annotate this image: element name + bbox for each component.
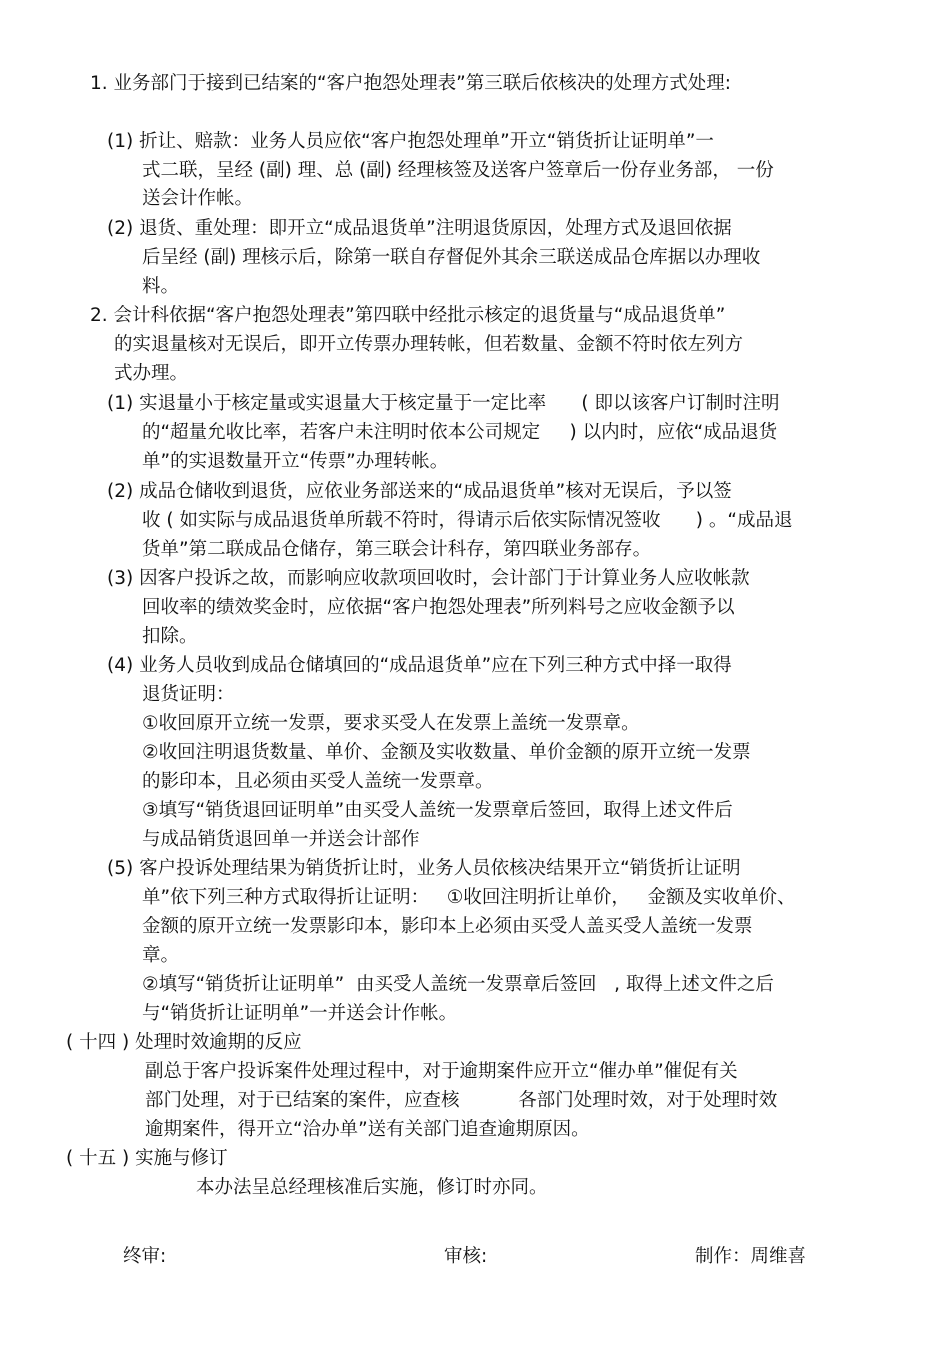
item-1-1-line: 式二联，呈经 (副) 理、总 (副) 经理核签及送客户签章后一份存业务部， 一份: [142, 160, 774, 181]
item-2-5-line: 金额的原开立统一发票影印本，影印本上必须由买受人盖买受人盖统一发票: [142, 916, 753, 937]
item-2-4-option: 与成品销货退回单一并送会计部作: [142, 829, 420, 850]
item-2-line: 的实退量核对无误后，即开立传票办理转帐，但若数量、金额不符时依左列方: [114, 334, 744, 355]
item-2-3-line: (3) 因客户投诉之故，而影响应收款项回收时，会计部门于计算业务人应收帐款: [107, 568, 750, 589]
section-14-line: 部门处理，对于已结案的案件，应查核 各部门处理时效，对于处理时效: [145, 1090, 778, 1111]
review-label: 审核:: [444, 1246, 488, 1267]
item-2-3-line: 扣除。: [142, 626, 198, 647]
section-14-heading: ( 十四 ) 处理时效逾期的反应: [66, 1032, 302, 1053]
prepared-by-label: 制作：周维喜: [695, 1246, 807, 1267]
item-1-heading: 1. 业务部门于接到已结案的“客户抱怨处理表”第三联后依核决的处理方式处理:: [90, 73, 731, 94]
item-2-2-line: 收 ( 如实际与成品退货单所载不符时，得请示后依实际情况签收 ) 。“成品退: [142, 510, 793, 531]
item-2-line: 式办理。: [114, 363, 189, 384]
item-1-1-line: 送会计作帐。: [142, 188, 254, 209]
item-1-2-line: 料。: [142, 276, 180, 297]
item-2-1-line: 的“超量允收比率，若客户未注明时依本公司规定 ) 以内时，应依“成品退货: [142, 422, 778, 443]
item-2-3-line: 回收率的绩效奖金时，应依据“客户抱怨处理表”所列料号之应收金额予以: [142, 597, 735, 618]
item-2-4-option: ①收回原开立统一发票，要求买受人在发票上盖统一发票章。: [142, 713, 640, 734]
final-review-label: 终审:: [123, 1246, 167, 1267]
item-2-heading: 2. 会计科依据“客户抱怨处理表”第四联中经批示核定的退货量与“成品退货单”: [90, 305, 726, 326]
item-2-5-option: 与“销货折让证明单”一并送会计作帐。: [142, 1003, 458, 1024]
item-2-5-line: (5) 客户投诉处理结果为销货折让时，业务人员依核决结果开立“销货折让证明: [107, 858, 741, 879]
item-2-2-line: (2) 成品仓储收到退货，应依业务部送来的“成品退货单”核对无误后，予以签: [107, 481, 732, 502]
section-15-line: 本办法呈总经理核准后实施，修订时亦同。: [196, 1177, 548, 1198]
item-1-1-line: (1) 折让、赔款：业务人员应依“客户抱怨处理单”开立“销货折让证明单”一: [107, 131, 714, 152]
item-2-4-line: (4) 业务人员收到成品仓储填回的“成品退货单”应在下列三种方式中择一取得: [107, 655, 732, 676]
item-2-4-line: 退货证明：: [142, 684, 235, 705]
item-2-2-line: 货单”第二联成品仓储存，第三联会计科存，第四联业务部存。: [142, 539, 652, 560]
item-2-5-line: 单”依下列三种方式取得折让证明： ①收回注明折让单价， 金额及实收单价、: [142, 887, 796, 908]
section-15-heading: ( 十五 ) 实施与修订: [66, 1148, 228, 1169]
item-2-4-option: 的影印本，且必须由买受人盖统一发票章。: [142, 771, 494, 792]
item-2-5-line: 章。: [142, 945, 180, 966]
item-2-4-option: ③填写“销货退回证明单”由买受人盖统一发票章后签回，取得上述文件后: [142, 800, 733, 821]
item-1-2-line: 后呈经 (副) 理核示后，除第一联自存督促外其余三联送成品仓库据以办理收: [142, 247, 761, 268]
item-1-2-line: (2) 退货、重处理：即开立“成品退货单”注明退货原因，处理方式及退回依据: [107, 218, 732, 239]
section-14-line: 逾期案件，得开立“洽办单”送有关部门追查逾期原因。: [145, 1119, 590, 1140]
item-2-1-line: 单”的实退数量开立“传票”办理转帐。: [142, 451, 449, 472]
section-14-line: 副总于客户投诉案件处理过程中，对于逾期案件应开立“催办单”催促有关: [145, 1061, 738, 1082]
item-2-1-line: (1) 实退量小于核定量或实退量大于核定量于一定比率 ( 即以该客户订制时注明: [107, 393, 780, 414]
item-2-5-option: ②填写“销货折让证明单” 由买受人盖统一发票章后签回 , 取得上述文件之后: [142, 974, 774, 995]
item-2-4-option: ②收回注明退货数量、单价、金额及实收数量、单价金额的原开立统一发票: [142, 742, 751, 763]
